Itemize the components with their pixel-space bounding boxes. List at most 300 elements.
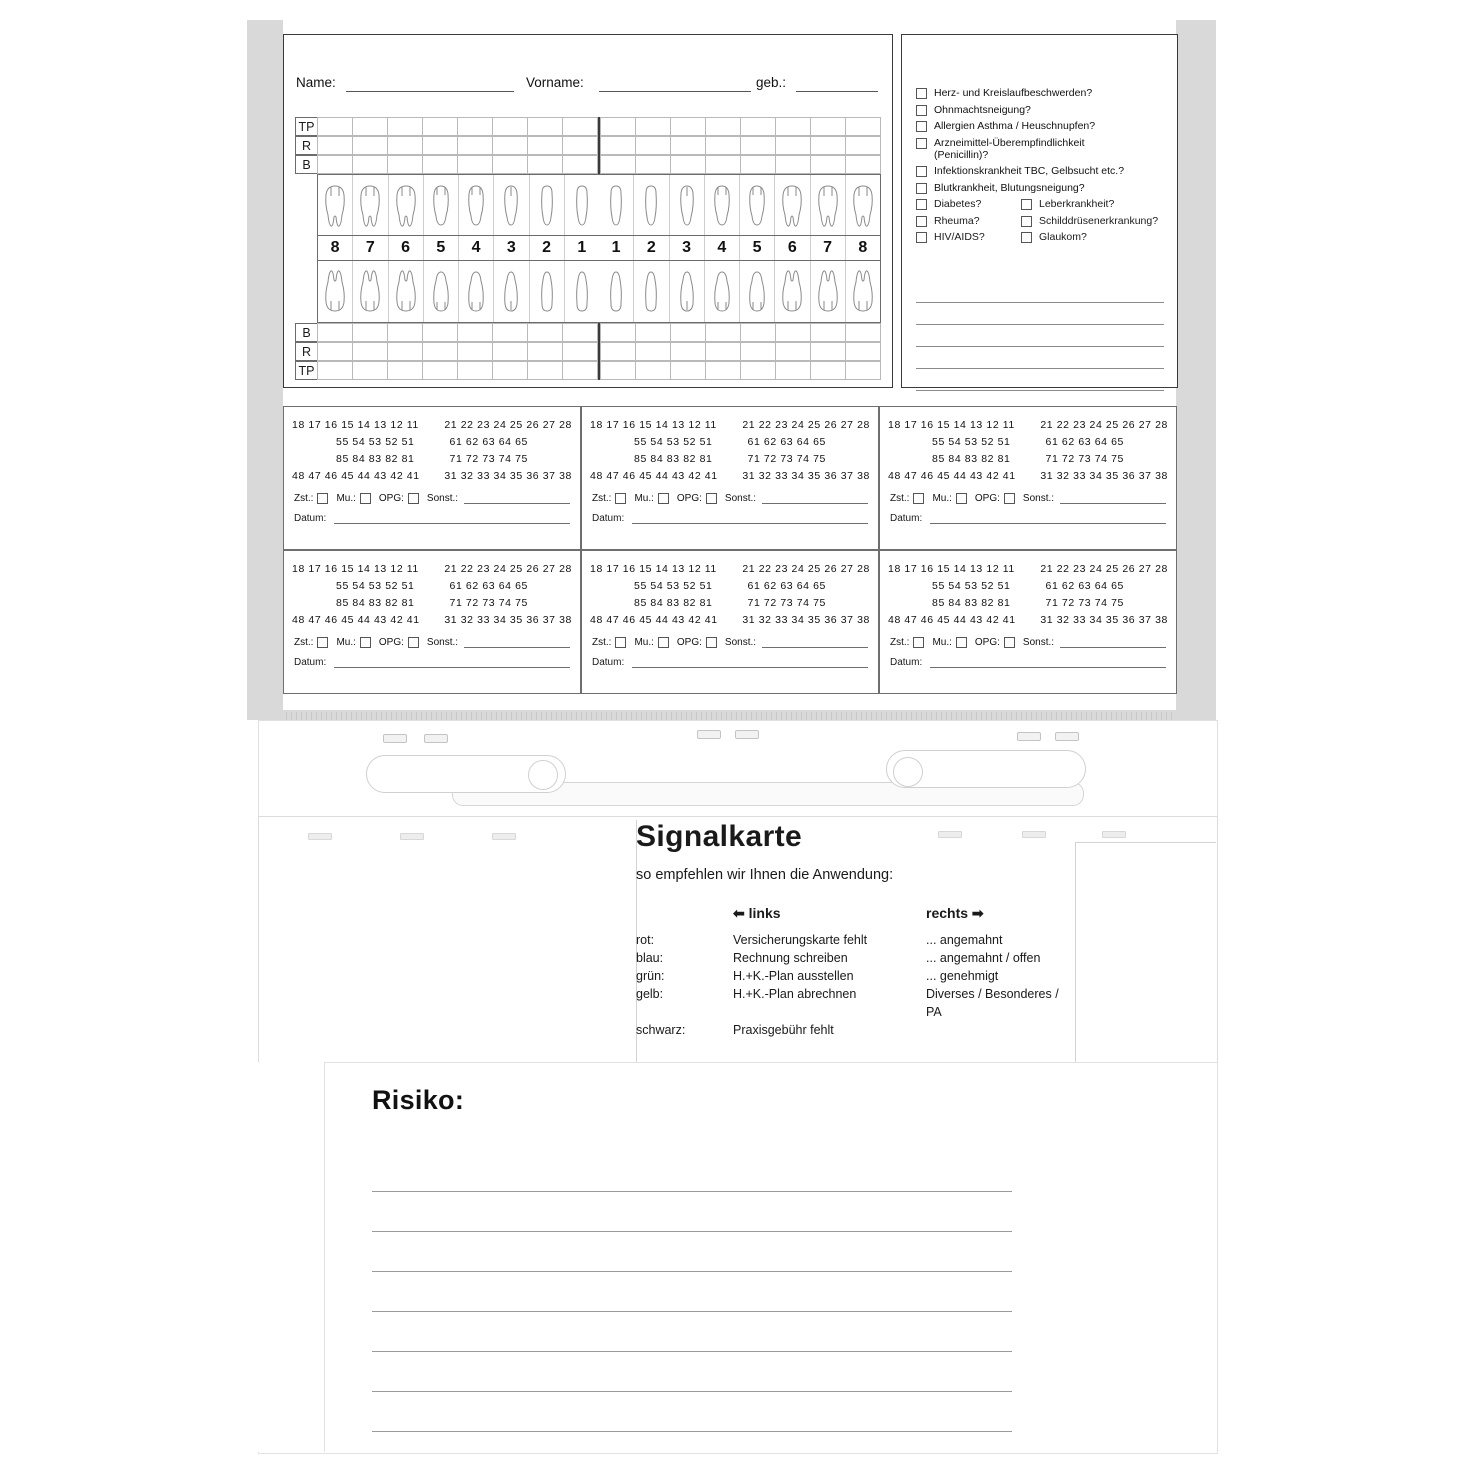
chart-cell[interactable] bbox=[317, 136, 353, 155]
health-item[interactable] bbox=[916, 231, 1021, 243]
checkbox-icon[interactable] bbox=[916, 88, 927, 99]
geb-label: geb.: bbox=[756, 75, 787, 90]
chart-cell[interactable] bbox=[776, 361, 811, 380]
tooth-numbers-left bbox=[318, 236, 599, 260]
health-item[interactable] bbox=[916, 198, 1021, 210]
fdi-right: 61 62 63 64 65 bbox=[449, 580, 528, 592]
chart-cell[interactable] bbox=[741, 117, 776, 136]
row-cells-right[interactable] bbox=[600, 323, 881, 342]
sonst-field[interactable] bbox=[464, 493, 570, 504]
chart-cell[interactable] bbox=[636, 342, 671, 361]
chart-cell[interactable] bbox=[353, 155, 388, 174]
checkbox-icon[interactable] bbox=[1021, 232, 1032, 243]
tooth-icon[interactable] bbox=[565, 175, 599, 235]
chart-cell[interactable] bbox=[528, 117, 563, 136]
checkbox-icon[interactable] bbox=[360, 493, 371, 504]
checkbox-icon[interactable] bbox=[317, 637, 328, 648]
tooth-icon[interactable] bbox=[634, 261, 669, 322]
chart-cell[interactable] bbox=[563, 136, 598, 155]
risiko-line[interactable] bbox=[372, 1232, 1012, 1272]
fdi-left: 48 47 46 45 44 43 42 41 bbox=[888, 470, 1016, 482]
chart-cell[interactable] bbox=[388, 342, 423, 361]
chart-cell[interactable] bbox=[776, 136, 811, 155]
sonst-field[interactable] bbox=[762, 493, 868, 504]
health-item[interactable] bbox=[916, 215, 1021, 227]
fdi-number-grid bbox=[590, 417, 870, 485]
tooth-number: 3 bbox=[670, 236, 705, 260]
fdi-row bbox=[292, 612, 572, 629]
tooth-icon[interactable] bbox=[670, 261, 705, 322]
chart-cell[interactable] bbox=[741, 342, 776, 361]
chart-cell[interactable] bbox=[636, 155, 671, 174]
checkbox-icon[interactable] bbox=[956, 493, 967, 504]
fdi-right: 61 62 63 64 65 bbox=[1045, 580, 1124, 592]
health-item[interactable] bbox=[916, 87, 1164, 99]
datum-label: Datum: bbox=[592, 657, 625, 668]
checkbox-icon[interactable] bbox=[615, 637, 626, 648]
chart-cell[interactable] bbox=[811, 117, 846, 136]
tooth-band-lower bbox=[317, 261, 881, 323]
tooth-number: 2 bbox=[634, 236, 669, 260]
risiko-line[interactable] bbox=[372, 1392, 1012, 1432]
chart-cell[interactable] bbox=[458, 361, 493, 380]
chart-cell[interactable] bbox=[423, 361, 458, 380]
notes-line[interactable] bbox=[916, 281, 1164, 303]
sonst-label: Sonst.: bbox=[724, 637, 757, 648]
checkbox-icon[interactable] bbox=[1021, 199, 1032, 210]
fdi-left: 85 84 83 82 81 bbox=[634, 597, 713, 609]
chart-cell[interactable] bbox=[846, 136, 881, 155]
health-item-pair bbox=[916, 215, 1164, 227]
health-item[interactable] bbox=[916, 137, 1164, 161]
chart-cell[interactable] bbox=[600, 342, 636, 361]
notes-line[interactable] bbox=[916, 325, 1164, 347]
fdi-left: 18 17 16 15 14 13 12 11 bbox=[590, 419, 717, 431]
chart-cell[interactable] bbox=[776, 117, 811, 136]
datum-field[interactable] bbox=[930, 513, 1166, 524]
chart-cell[interactable] bbox=[811, 361, 846, 380]
chart-cell[interactable] bbox=[600, 136, 636, 155]
findings-options bbox=[592, 493, 868, 504]
health-item-label: Schilddrüsenerkrankung? bbox=[1039, 214, 1159, 227]
chart-cell[interactable] bbox=[458, 323, 493, 342]
findings-date bbox=[294, 513, 570, 524]
binder-hole-left bbox=[528, 760, 558, 790]
tooth-icon[interactable] bbox=[424, 261, 459, 322]
chart-cell[interactable] bbox=[741, 155, 776, 174]
chart-cell[interactable] bbox=[563, 361, 598, 380]
sonst-label: Sonst.: bbox=[426, 637, 459, 648]
chart-row-b-bottom bbox=[295, 323, 881, 342]
chart-cell[interactable] bbox=[671, 342, 706, 361]
fdi-row bbox=[292, 417, 572, 434]
chart-cell[interactable] bbox=[317, 361, 353, 380]
notes-line[interactable] bbox=[916, 369, 1164, 391]
tooth-icon[interactable] bbox=[318, 175, 353, 235]
chart-cell[interactable] bbox=[706, 342, 741, 361]
sonst-field[interactable] bbox=[762, 637, 868, 648]
findings-options bbox=[890, 637, 1166, 648]
chart-cell[interactable] bbox=[317, 323, 353, 342]
chart-cell[interactable] bbox=[388, 117, 423, 136]
row-cells-right[interactable] bbox=[600, 117, 881, 136]
checkbox-icon[interactable] bbox=[658, 637, 669, 648]
datum-field[interactable] bbox=[334, 513, 570, 524]
fdi-row bbox=[590, 417, 870, 434]
checkbox-icon[interactable] bbox=[1004, 637, 1015, 648]
signalkarte-left-text: Praxisgebühr fehlt bbox=[733, 1023, 834, 1037]
signalkarte-left-text: H.+K.-Plan abrechnen bbox=[733, 987, 857, 1001]
tooth-icon[interactable] bbox=[424, 175, 459, 235]
health-item[interactable] bbox=[916, 104, 1164, 116]
risiko-line[interactable] bbox=[372, 1312, 1012, 1352]
tooth-number: 8 bbox=[858, 239, 868, 256]
fdi-left: 18 17 16 15 14 13 12 11 bbox=[888, 419, 1015, 431]
fdi-left: 55 54 53 52 51 bbox=[336, 436, 415, 448]
tooth-icon[interactable] bbox=[846, 261, 880, 322]
binder-clip-center-2[interactable] bbox=[735, 730, 759, 739]
fdi-left: 55 54 53 52 51 bbox=[634, 436, 713, 448]
datum-field[interactable] bbox=[632, 657, 868, 668]
fdi-number-grid bbox=[292, 561, 572, 629]
risiko-line[interactable] bbox=[372, 1152, 1012, 1192]
fdi-right: 71 72 73 74 75 bbox=[747, 597, 826, 609]
chart-cell[interactable] bbox=[388, 323, 423, 342]
chart-cell[interactable] bbox=[671, 155, 706, 174]
checkbox-icon[interactable] bbox=[916, 105, 927, 116]
name-field[interactable] bbox=[346, 91, 514, 92]
datum-field[interactable] bbox=[334, 657, 570, 668]
chart-cell[interactable] bbox=[493, 155, 528, 174]
fdi-left: 85 84 83 82 81 bbox=[634, 453, 713, 465]
row-label-b: B bbox=[295, 323, 317, 342]
chart-cell[interactable] bbox=[493, 323, 528, 342]
chart-cell[interactable] bbox=[776, 323, 811, 342]
chart-cell[interactable] bbox=[353, 117, 388, 136]
chart-cell[interactable] bbox=[846, 323, 881, 342]
opg-label: OPG: bbox=[974, 493, 1000, 504]
checkbox-icon[interactable] bbox=[317, 493, 328, 504]
checkbox-icon[interactable] bbox=[658, 493, 669, 504]
row-cells-left[interactable] bbox=[317, 155, 598, 174]
chart-cell[interactable] bbox=[423, 342, 458, 361]
checkbox-icon[interactable] bbox=[956, 637, 967, 648]
chart-cell[interactable] bbox=[671, 361, 706, 380]
tooth-icon[interactable] bbox=[634, 175, 669, 235]
datum-field[interactable] bbox=[930, 657, 1166, 668]
chart-cell[interactable] bbox=[493, 136, 528, 155]
chart-cell[interactable] bbox=[423, 323, 458, 342]
signalkarte-subtitle: so empfehlen wir Ihnen die Anwendung: bbox=[636, 867, 894, 883]
tooth-icon[interactable] bbox=[705, 261, 740, 322]
row-cells-right[interactable] bbox=[600, 136, 881, 155]
chart-cell[interactable] bbox=[353, 136, 388, 155]
fdi-left: 18 17 16 15 14 13 12 11 bbox=[590, 563, 717, 575]
chart-cell[interactable] bbox=[353, 342, 388, 361]
checkbox-icon[interactable] bbox=[360, 637, 371, 648]
checkbox-icon[interactable] bbox=[1021, 216, 1032, 227]
checkbox-icon[interactable] bbox=[916, 216, 927, 227]
fdi-right: 31 32 33 34 35 36 37 38 bbox=[444, 470, 572, 482]
fdi-right: 71 72 73 74 75 bbox=[1045, 453, 1124, 465]
signalkarte-right-text: ... angemahnt / offen bbox=[926, 951, 1041, 965]
datum-label: Datum: bbox=[592, 513, 625, 524]
fdi-row bbox=[590, 451, 870, 468]
chart-cell[interactable] bbox=[811, 342, 846, 361]
chart-cell[interactable] bbox=[706, 361, 741, 380]
tooth-icon[interactable] bbox=[530, 261, 565, 322]
notes-line[interactable] bbox=[916, 303, 1164, 325]
row-cells-right[interactable] bbox=[600, 155, 881, 174]
tooth-number: 1 bbox=[577, 239, 587, 256]
tooth-number: 1 bbox=[599, 236, 634, 260]
findings-date bbox=[890, 657, 1166, 668]
zst-label: Zst.: bbox=[890, 637, 910, 648]
fdi-right: 61 62 63 64 65 bbox=[449, 436, 528, 448]
tooth-icon[interactable] bbox=[599, 261, 634, 322]
row-cells-left[interactable] bbox=[317, 323, 598, 342]
chart-cell[interactable] bbox=[458, 117, 493, 136]
chart-cell[interactable] bbox=[317, 117, 353, 136]
chart-cell[interactable] bbox=[458, 342, 493, 361]
findings-box bbox=[581, 550, 879, 694]
flap-slot bbox=[492, 833, 516, 840]
fdi-left: 18 17 16 15 14 13 12 11 bbox=[888, 563, 1015, 575]
mu-label: Mu.: bbox=[634, 493, 654, 504]
tooth-icon[interactable] bbox=[740, 261, 775, 322]
risiko-line[interactable] bbox=[372, 1352, 1012, 1392]
health-item[interactable] bbox=[916, 165, 1164, 177]
chart-cell[interactable] bbox=[636, 117, 671, 136]
health-item[interactable] bbox=[916, 182, 1164, 194]
chart-cell[interactable] bbox=[706, 117, 741, 136]
chart-cell[interactable] bbox=[353, 361, 388, 380]
chart-cell[interactable] bbox=[636, 361, 671, 380]
health-item-label: Rheuma? bbox=[934, 214, 980, 227]
checkbox-icon[interactable] bbox=[916, 166, 927, 177]
chart-cell[interactable] bbox=[493, 117, 528, 136]
chart-cell[interactable] bbox=[811, 323, 846, 342]
vorname-field[interactable] bbox=[599, 91, 751, 92]
chart-cell[interactable] bbox=[493, 342, 528, 361]
chart-cell[interactable] bbox=[846, 361, 881, 380]
tooth-icon[interactable] bbox=[459, 261, 494, 322]
chart-cell[interactable] bbox=[600, 361, 636, 380]
sonst-field[interactable] bbox=[464, 637, 570, 648]
chart-cell[interactable] bbox=[671, 323, 706, 342]
tooth-icon[interactable] bbox=[459, 175, 494, 235]
chart-cell[interactable] bbox=[528, 342, 563, 361]
tooth-icon[interactable] bbox=[494, 261, 529, 322]
health-notes-lines[interactable] bbox=[916, 281, 1164, 391]
health-item[interactable] bbox=[1021, 198, 1114, 210]
chart-cell[interactable] bbox=[423, 117, 458, 136]
chart-cell[interactable] bbox=[741, 136, 776, 155]
chart-cell[interactable] bbox=[458, 136, 493, 155]
health-item[interactable] bbox=[1021, 215, 1158, 227]
chart-cell[interactable] bbox=[388, 136, 423, 155]
chart-cell[interactable] bbox=[600, 323, 636, 342]
health-item[interactable] bbox=[1021, 231, 1087, 243]
tooth-icon[interactable] bbox=[353, 175, 388, 235]
risiko-line[interactable] bbox=[372, 1272, 1012, 1312]
checkbox-icon[interactable] bbox=[408, 637, 419, 648]
fdi-left: 55 54 53 52 51 bbox=[634, 580, 713, 592]
chart-cell[interactable] bbox=[811, 155, 846, 174]
tooth-number: 2 bbox=[530, 236, 565, 260]
fdi-left: 18 17 16 15 14 13 12 11 bbox=[292, 563, 419, 575]
notes-line[interactable] bbox=[916, 347, 1164, 369]
tooth-number: 6 bbox=[389, 236, 424, 260]
signalkarte-left-text: Versicherungskarte fehlt bbox=[733, 933, 868, 947]
tooth-icon[interactable] bbox=[353, 261, 388, 322]
checkbox-icon[interactable] bbox=[916, 121, 927, 132]
chart-cell[interactable] bbox=[388, 155, 423, 174]
fdi-row bbox=[292, 434, 572, 451]
tooth-icon[interactable] bbox=[775, 175, 810, 235]
flap-slot bbox=[400, 833, 424, 840]
geb-field[interactable] bbox=[796, 91, 878, 92]
chart-cell[interactable] bbox=[636, 136, 671, 155]
tooth-band-upper bbox=[317, 174, 881, 236]
chart-cell[interactable] bbox=[458, 155, 493, 174]
health-item[interactable] bbox=[916, 120, 1164, 132]
fdi-right: 71 72 73 74 75 bbox=[1045, 597, 1124, 609]
fdi-row bbox=[590, 468, 870, 485]
chart-cell[interactable] bbox=[600, 155, 636, 174]
fdi-left: 18 17 16 15 14 13 12 11 bbox=[292, 419, 419, 431]
row-cells-right[interactable] bbox=[600, 342, 881, 361]
chart-cell[interactable] bbox=[846, 342, 881, 361]
binder-clip-left[interactable] bbox=[383, 734, 407, 743]
tooth-icon[interactable] bbox=[318, 261, 353, 322]
tooth-number: 6 bbox=[775, 236, 810, 260]
chart-cell[interactable] bbox=[493, 361, 528, 380]
row-cells-right[interactable] bbox=[600, 361, 881, 380]
mu-label: Mu.: bbox=[932, 637, 952, 648]
health-item-label: Ohnmachtsneigung? bbox=[934, 103, 1031, 116]
tooth-icon[interactable] bbox=[846, 175, 880, 235]
chart-cell[interactable] bbox=[528, 323, 563, 342]
row-label-tp: TP bbox=[295, 361, 317, 380]
chart-row-r-bottom bbox=[295, 342, 881, 361]
checkbox-icon[interactable] bbox=[916, 183, 927, 194]
findings-date bbox=[592, 513, 868, 524]
chart-cell[interactable] bbox=[423, 136, 458, 155]
chart-cell[interactable] bbox=[563, 117, 598, 136]
checkbox-icon[interactable] bbox=[706, 637, 717, 648]
chart-cell[interactable] bbox=[671, 136, 706, 155]
tooth-icon[interactable] bbox=[670, 175, 705, 235]
tooth-icon[interactable] bbox=[565, 261, 599, 322]
checkbox-icon[interactable] bbox=[916, 232, 927, 243]
checkbox-icon[interactable] bbox=[706, 493, 717, 504]
fdi-left: 55 54 53 52 51 bbox=[932, 436, 1011, 448]
findings-box bbox=[879, 406, 1177, 550]
chart-cell[interactable] bbox=[846, 155, 881, 174]
fdi-right: 21 22 23 24 25 26 27 28 bbox=[742, 563, 870, 575]
tooth-icon[interactable] bbox=[389, 175, 424, 235]
checkbox-icon[interactable] bbox=[408, 493, 419, 504]
row-cells-left[interactable] bbox=[317, 361, 598, 380]
checkbox-icon[interactable] bbox=[916, 138, 927, 149]
binder-clip-left-2[interactable] bbox=[424, 734, 448, 743]
chart-cell[interactable] bbox=[563, 323, 598, 342]
chart-cell[interactable] bbox=[741, 323, 776, 342]
chart-cell[interactable] bbox=[563, 155, 598, 174]
chart-cell[interactable] bbox=[706, 323, 741, 342]
arrow-left-icon: ⬅ bbox=[733, 905, 745, 921]
health-item-label: Diabetes? bbox=[934, 198, 982, 210]
checkbox-icon[interactable] bbox=[913, 493, 924, 504]
binder-clip-center[interactable] bbox=[697, 730, 721, 739]
chart-cell[interactable] bbox=[776, 155, 811, 174]
chart-cell[interactable] bbox=[388, 361, 423, 380]
tooth-icon[interactable] bbox=[705, 175, 740, 235]
checkbox-icon[interactable] bbox=[1004, 493, 1015, 504]
folder-right-band bbox=[1176, 20, 1216, 720]
chart-cell[interactable] bbox=[528, 155, 563, 174]
health-item-pair bbox=[916, 231, 1164, 243]
chart-cell[interactable] bbox=[811, 136, 846, 155]
chart-cell[interactable] bbox=[528, 136, 563, 155]
datum-label: Datum: bbox=[890, 657, 923, 668]
chart-cell[interactable] bbox=[671, 117, 706, 136]
tooth-icon[interactable] bbox=[811, 261, 846, 322]
tooth-icon[interactable] bbox=[811, 175, 846, 235]
row-cells-left[interactable] bbox=[317, 117, 598, 136]
checkbox-icon[interactable] bbox=[615, 493, 626, 504]
sonst-field[interactable] bbox=[1060, 493, 1166, 504]
row-cells-left[interactable] bbox=[317, 342, 598, 361]
binder-clip-right-2[interactable] bbox=[1055, 732, 1079, 741]
chart-cell[interactable] bbox=[353, 323, 388, 342]
tooth-icon[interactable] bbox=[775, 261, 810, 322]
fdi-right: 21 22 23 24 25 26 27 28 bbox=[1040, 563, 1168, 575]
opg-label: OPG: bbox=[974, 637, 1000, 648]
chart-cell[interactable] bbox=[423, 155, 458, 174]
chart-cell[interactable] bbox=[706, 155, 741, 174]
binder-clip-right[interactable] bbox=[1017, 732, 1041, 741]
chart-cell[interactable] bbox=[563, 342, 598, 361]
chart-cell[interactable] bbox=[706, 136, 741, 155]
chart-cell[interactable] bbox=[846, 117, 881, 136]
tooth-icon[interactable] bbox=[389, 261, 424, 322]
fdi-left: 48 47 46 45 44 43 42 41 bbox=[888, 614, 1016, 626]
chart-cell[interactable] bbox=[741, 361, 776, 380]
tooth-icon[interactable] bbox=[530, 175, 565, 235]
chart-cell[interactable] bbox=[528, 361, 563, 380]
signalkarte-right-text: Diverses / Besonderes / PA bbox=[926, 987, 1059, 1019]
chart-cell[interactable] bbox=[600, 117, 636, 136]
checkbox-icon[interactable] bbox=[916, 199, 927, 210]
tooth-icon[interactable] bbox=[599, 175, 634, 235]
chart-cell[interactable] bbox=[776, 342, 811, 361]
risiko-lines[interactable] bbox=[372, 1152, 1012, 1432]
signalkarte-color-label: grün: bbox=[636, 969, 665, 983]
checkbox-icon[interactable] bbox=[913, 637, 924, 648]
chart-cell[interactable] bbox=[636, 323, 671, 342]
sonst-field[interactable] bbox=[1060, 637, 1166, 648]
risiko-line[interactable] bbox=[372, 1192, 1012, 1232]
row-cells-left[interactable] bbox=[317, 136, 598, 155]
chart-cell[interactable] bbox=[317, 342, 353, 361]
tooth-icon[interactable] bbox=[740, 175, 775, 235]
chart-cell[interactable] bbox=[317, 155, 353, 174]
datum-field[interactable] bbox=[632, 513, 868, 524]
tooth-icon[interactable] bbox=[494, 175, 529, 235]
tooth-number: 7 bbox=[353, 236, 388, 260]
